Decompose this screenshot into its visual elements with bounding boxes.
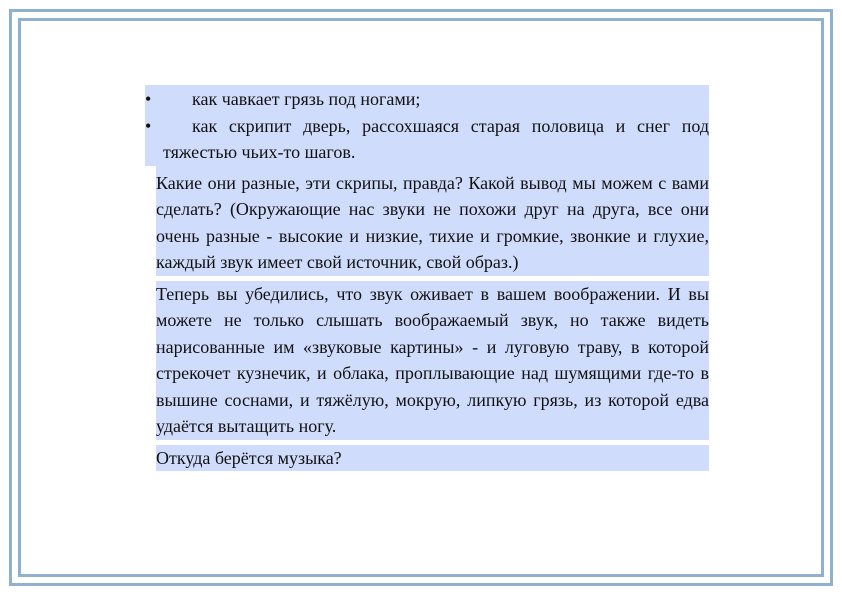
bullet-list — [145, 85, 709, 166]
bullet-item — [145, 86, 709, 113]
bullet-text: как скрипит дверь, рассохшаяся старая половица и снег под тяжестью чьих-то шагов. — [163, 115, 709, 162]
slide-text-block — [145, 85, 709, 471]
paragraph: Какие они разные, эти скрипы, правда? Какой вывод мы можем с вами сделать? (Окружающие нас звуки не похожи друг на друга, все они очень разные - высокие и низкие, тихие и громкие, звонкие и глухие, каждый звук имеет свой источник, свой образ.) — [156, 170, 709, 276]
bullet-text: как чавкает грязь под ногами; — [192, 89, 421, 109]
bullet-marker: • — [145, 89, 152, 109]
paragraph-question: Откуда берётся музыка? — [156, 445, 709, 472]
paragraph: Теперь вы убедились, что звук оживает в вашем воображении. И вы можете не только слышать воображаемый звук, но также видеть нарисованные им «звуковые картины» - и луговую траву, в которой стрекочет кузнечик, и облака, проплывающие над шумящими где-то в вышине соснами, и тяжёлую, мокрую, липкую грязь, из которой едва удаётся вытащить ногу. — [156, 281, 709, 440]
bullet-item — [145, 113, 709, 166]
bullet-marker: • — [145, 115, 152, 136]
